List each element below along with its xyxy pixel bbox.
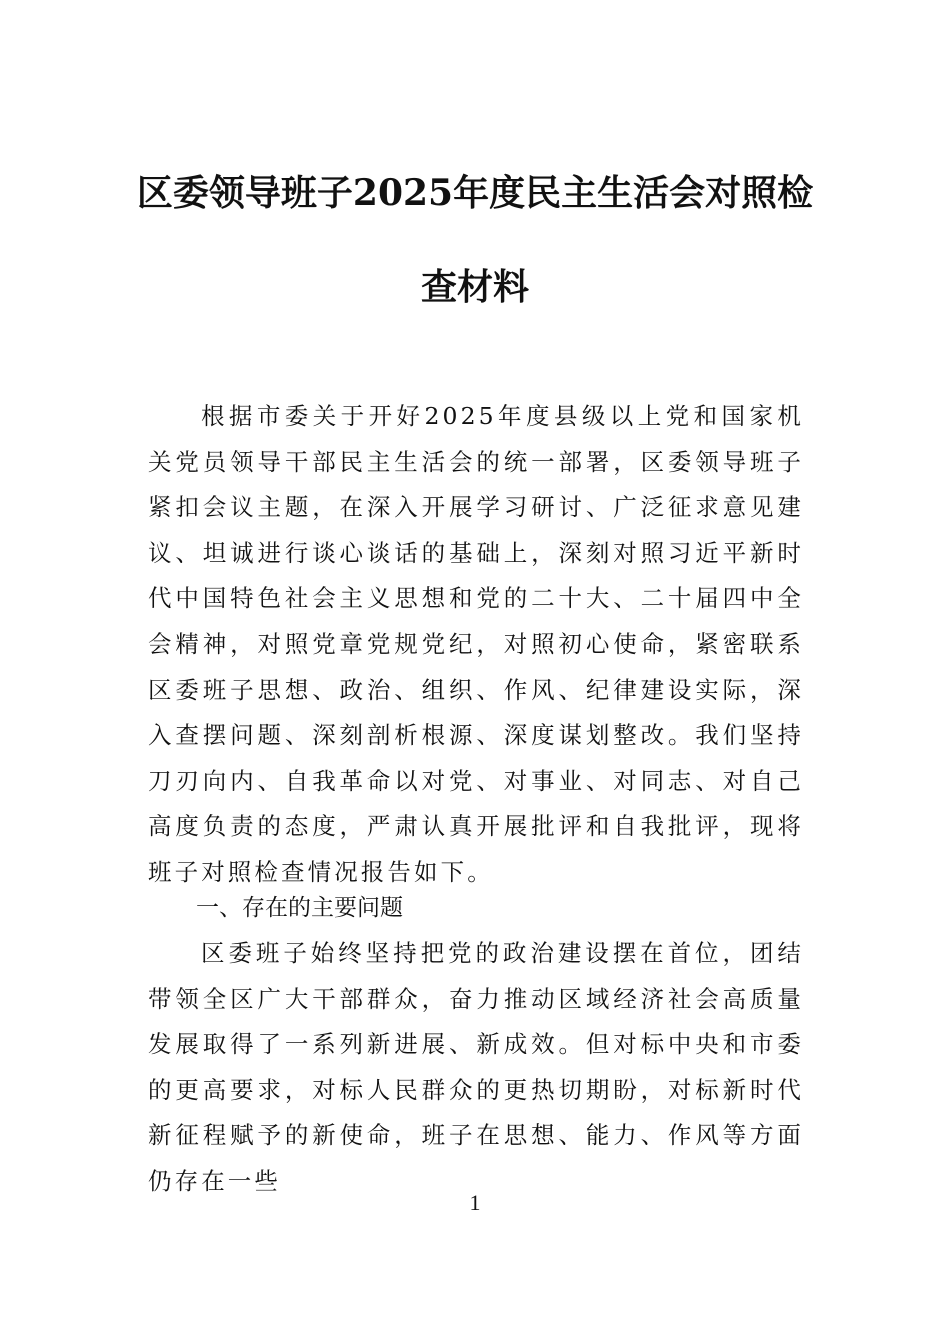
section-paragraph: 区委班子始终坚持把党的政治建设摆在首位，团结带领全区广大干部群众，奋力推动区域经济社会高质量发展取得了一系列新进展、新成效。但对标中央和市委的更高要求，对标人民群众的更热切期盼，对标新时代新征程赋予的新使命，班子在思想、能力、作风等方面仍存在一些: [148, 939, 804, 1195]
section-heading: 一、存在的主要问题: [196, 895, 403, 921]
page-number: 1: [469, 1190, 481, 1215]
intro-paragraph: 根据市委关于开好2025年度县级以上党和国家机关党员领导干部民主生活会的统一部署，区委领导班子紧扣会议主题，在深入开展学习研讨、广泛征求意见建议、坦诚进行谈心谈话的基础上，深刻对照习近平新时代中国特色社会主义思想和党的二十大、二十届四中全会精神，对照党章党规党纪，对照初心使命，紧密联系区委班子思想、政治、组织、作风、纪律建设实际，深入查摆问题、深刻剖析根源、深度谋划整改。我们坚持刀刃向内、自我革命以对党、对事业、对同志、对自己高度负责的态度，严肃认真开展批评和自我批评，现将班子对照检查情况报告如下。: [148, 402, 804, 886]
document-title-line-1: 区委领导班子2025年度民主生活会对照检: [136, 172, 814, 214]
document-title-line-2: 查材料: [420, 266, 529, 308]
